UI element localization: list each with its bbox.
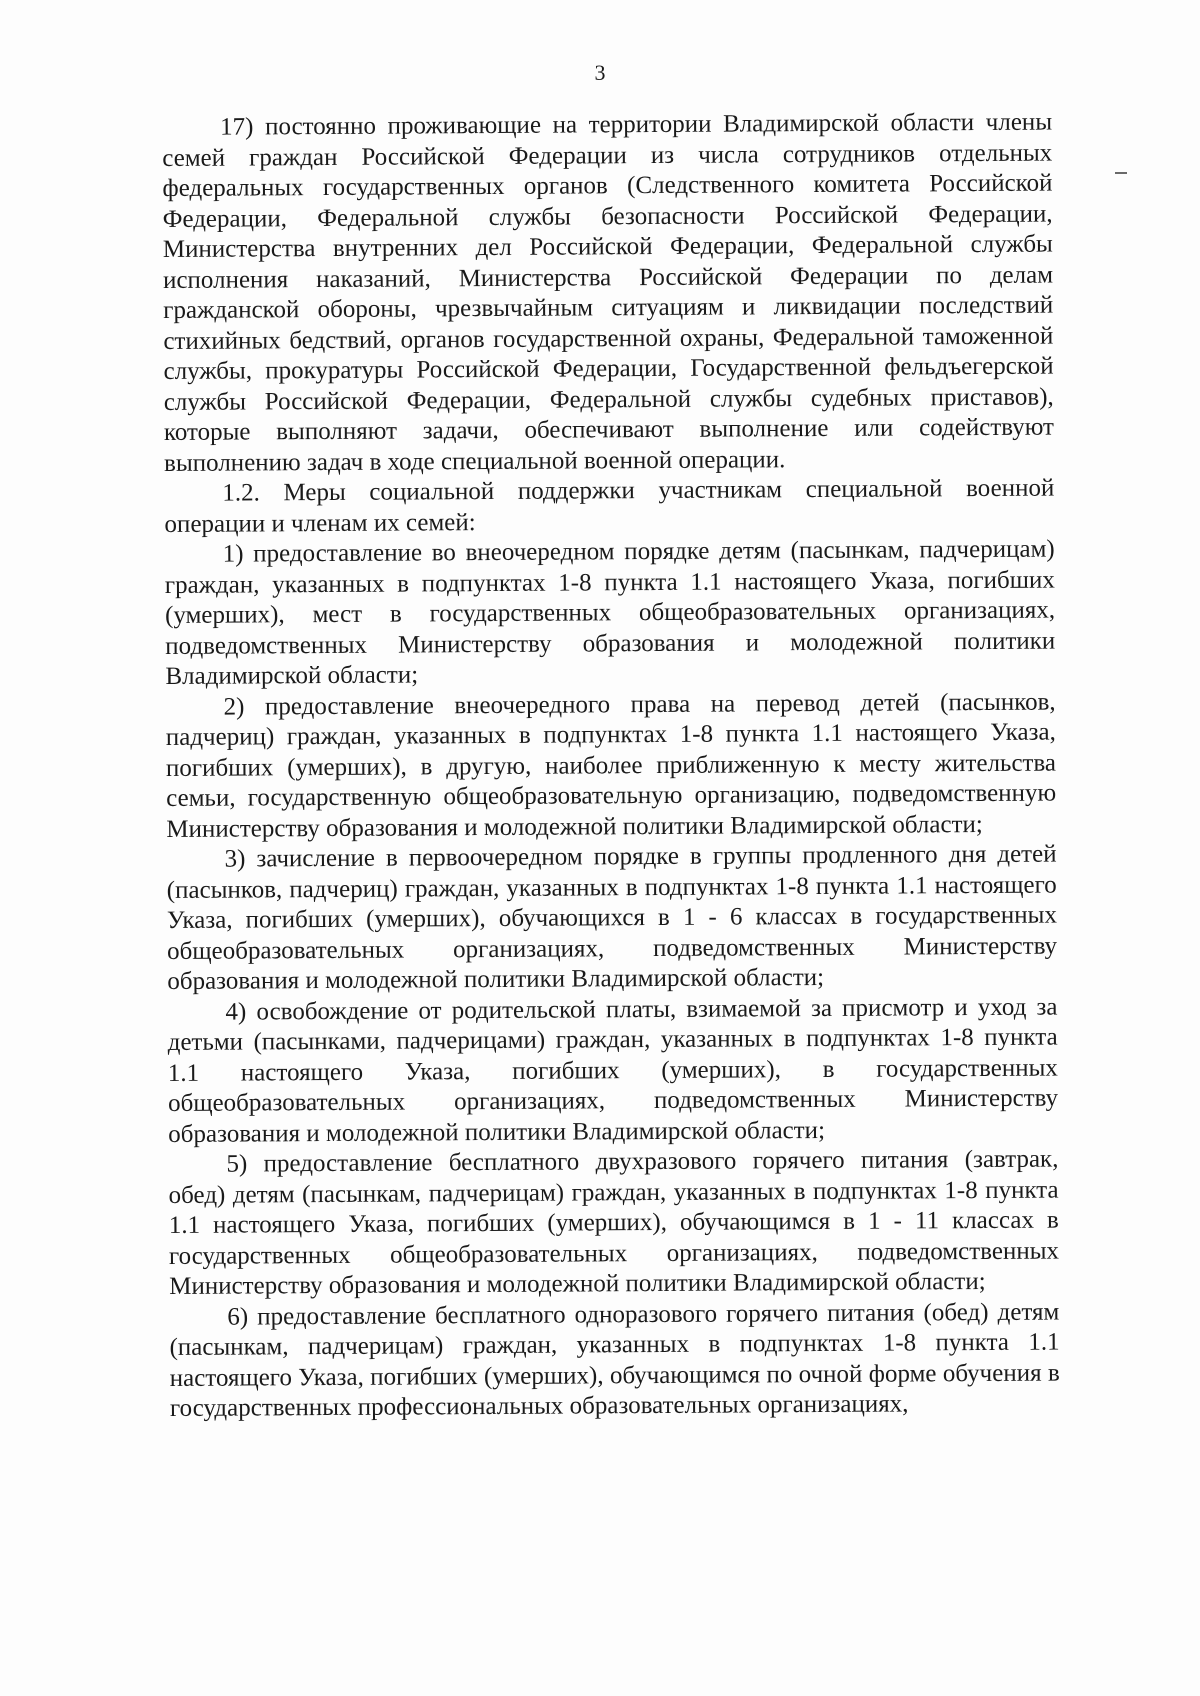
page-number: 3 <box>594 60 606 85</box>
paragraph-item-17: 17) постоянно проживающие на территории Владимирской области члены семей граждан Российской Федерации из числа сотрудников отдельных федеральных государственных органов (Следственного комитета Российской Федерации, Федеральной службы безопасности Российской Федерации, Министерства внутренних дел Российской Федерации, Федеральной службы исполнения наказаний, Министерства Российской Федерации по делам гражданской обороны, чрезвычайным ситуациям и ликвидации последствий стихийных бедствий, органов государственной охраны, Федеральной таможенной службы, прокуратуры Российской Федерации, Государственной фельдъегерской службы Российской Федерации, Федеральной службы судебных приставов), которые выполняют задачи, обеспечивают выполнение или содействуют выполнению задач в ходе специальной военной операции. <box>162 108 1055 477</box>
scan-artifact-mark <box>1115 172 1127 174</box>
paragraph-section-1-2: 1.2. Меры социальной поддержки участникам специальной военной операции и членам их семей: <box>164 474 1055 538</box>
document-body <box>162 108 1060 1425</box>
paragraph-measure-3: 3) зачисление в первоочередном порядке в группы продленного дня детей (пасынков, падчериц) граждан, указанных в подпунктах 1-8 пункта 1.1 настоящего Указа, погибших (умерших), обучающихся в 1 - 6 классах в государственных общеобразовательных организациях, подведомственных Министерству образования и молодежной политики Владимирской области; <box>166 840 1058 995</box>
paragraph-measure-4: 4) освобождение от родительской платы, взимаемой за присмотр и уход за детьми (пасынками, падчерицами) граждан, указанных в подпунктах 1-8 пункта 1.1 настоящего Указа, погибших (умерших), в государственных общеобразовательных организациях, подведомственных Министерству образования и молодежной политики Владимирской области; <box>167 993 1059 1148</box>
paragraph-measure-2: 2) предоставление внеочередного права на перевод детей (пасынков, падчериц) граждан, указанных в подпунктах 1-8 пункта 1.1 настоящего Указа, погибших (умерших), в другую, наиболее приближенную к месту жительства семьи, государственную общеобразовательную организацию, подведомственную Министерству образования и молодежной политики Владимирской области; <box>165 688 1057 843</box>
paragraph-measure-6: 6) предоставление бесплатного одноразового горячего питания (обед) детям (пасынкам, падчерицам) граждан, указанных в подпунктах 1-8 пункта 1.1 настоящего Указа, погибших (умерших), обучающимся по очной форме обучения в государственных профессиональных образовательных организациях, <box>169 1298 1060 1422</box>
paragraph-measure-5: 5) предоставление бесплатного двухразового горячего питания (завтрак, обед) детям (пасынкам, падчерицам) граждан, указанных в подпунктах 1-8 пункта 1.1 настоящего Указа, погибших (умерших), обучающимся в 1 - 11 классах в государственных общеобразовательных организациях, подведомственных Министерству образования и молодежной политики Владимирской области; <box>168 1145 1060 1300</box>
paragraph-measure-1: 1) предоставление во внеочередном порядке детям (пасынкам, падчерицам) граждан, указанных в подпунктах 1-8 пункта 1.1 настоящего Указа, погибших (умерших), мест в государственных общеобразовательных организациях, подведомственных Министерству образования и молодежной политики Владимирской области; <box>164 535 1056 690</box>
